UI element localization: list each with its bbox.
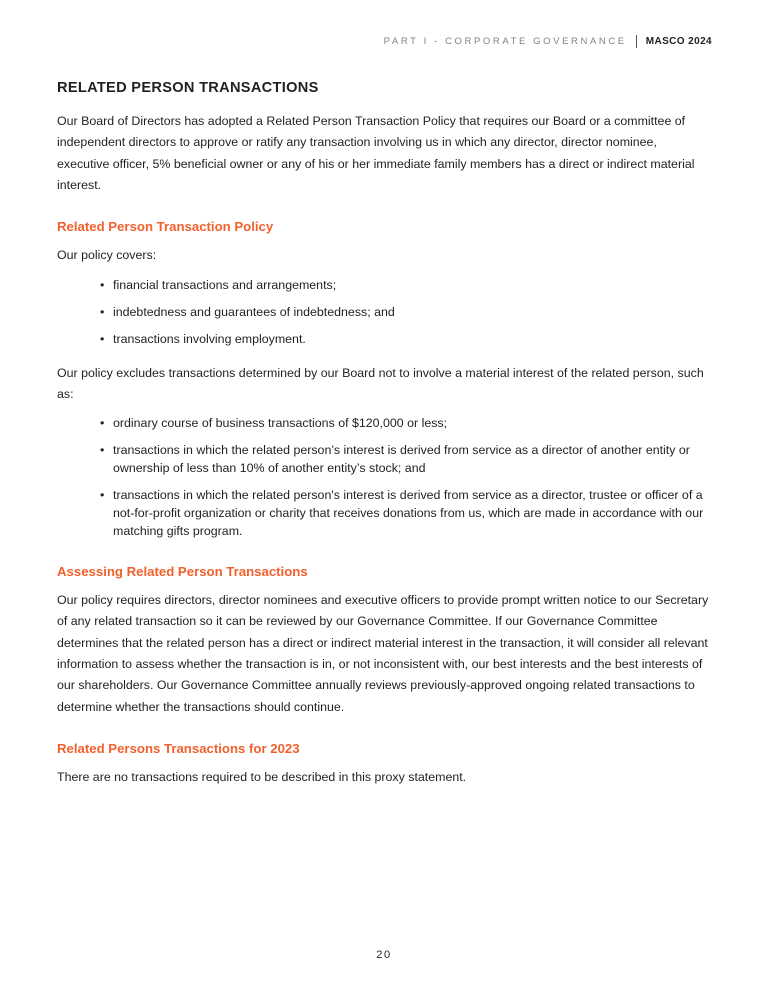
list-item: • indebtedness and guarantees of indebtedness; and (100, 304, 712, 322)
breadcrumb: PART I - CORPORATE GOVERNANCE (383, 36, 627, 47)
brand-label: MASCO 2024 (645, 36, 712, 47)
policy-covers-lead: Our policy covers: (57, 248, 157, 263)
page-title: RELATED PERSON TRANSACTIONS (57, 80, 319, 96)
policy-covers-list (57, 277, 712, 349)
section-heading-assessing: Assessing Related Person Transactions (57, 564, 308, 580)
policy-excludes-lead: Our policy excludes transactions determined by our Board not to involve a material interest of the related person, such as: (57, 365, 704, 401)
section-heading-policy: Related Person Transaction Policy (57, 219, 274, 235)
list-item: • financial transactions and arrangements; (100, 277, 712, 295)
page-header (384, 35, 712, 48)
list-item: • transactions in which the related person’s interest is derived from service as a director of another entity or ownership of less than 10% of another entity’s stock; and (100, 442, 712, 478)
page-number: 20 (376, 949, 392, 961)
list-item: • ordinary course of business transactions of $120,000 or less; (100, 415, 712, 433)
transactions-2023-paragraph: There are no transactions required to be described in this proxy statement. (57, 770, 467, 785)
section-heading-2023: Related Persons Transactions for 2023 (57, 741, 300, 757)
page-footer (0, 945, 768, 963)
policy-excludes-list (57, 415, 712, 541)
intro-paragraph: Our Board of Directors has adopted a Related Person Transaction Policy that requires our Board or a committee of independent directors to approve or ratify any transaction involving us in which any director, director nominee, executive officer, 5% beneficial owner or any of his or her immediate family members has a direct or indirect material interest. (57, 114, 695, 192)
list-item: • transactions in which the related person's interest is derived from service as a director, trustee or officer of a not-for-profit organization or charity that receives donations from us, which are made in accordance with our matching gifts program. (100, 487, 712, 541)
header-divider (636, 35, 637, 48)
assessing-paragraph: Our policy requires directors, director nominees and executive officers to provide prompt written notice to our Secretary of any related transaction so it can be reviewed by our Governance Committee. If our Governance Committee determines that the related person has a direct or indirect material interest in the transaction, it will consider all relevant information to assess whether the transaction is in, or not inconsistent with, our best interests and the best interests of our shareholders. Our Governance Committee annually reviews previously-approved ongoing related transactions to determine whether the transactions should continue. (57, 593, 709, 714)
list-item: • transactions involving employment. (100, 331, 712, 349)
content-area (57, 80, 712, 798)
